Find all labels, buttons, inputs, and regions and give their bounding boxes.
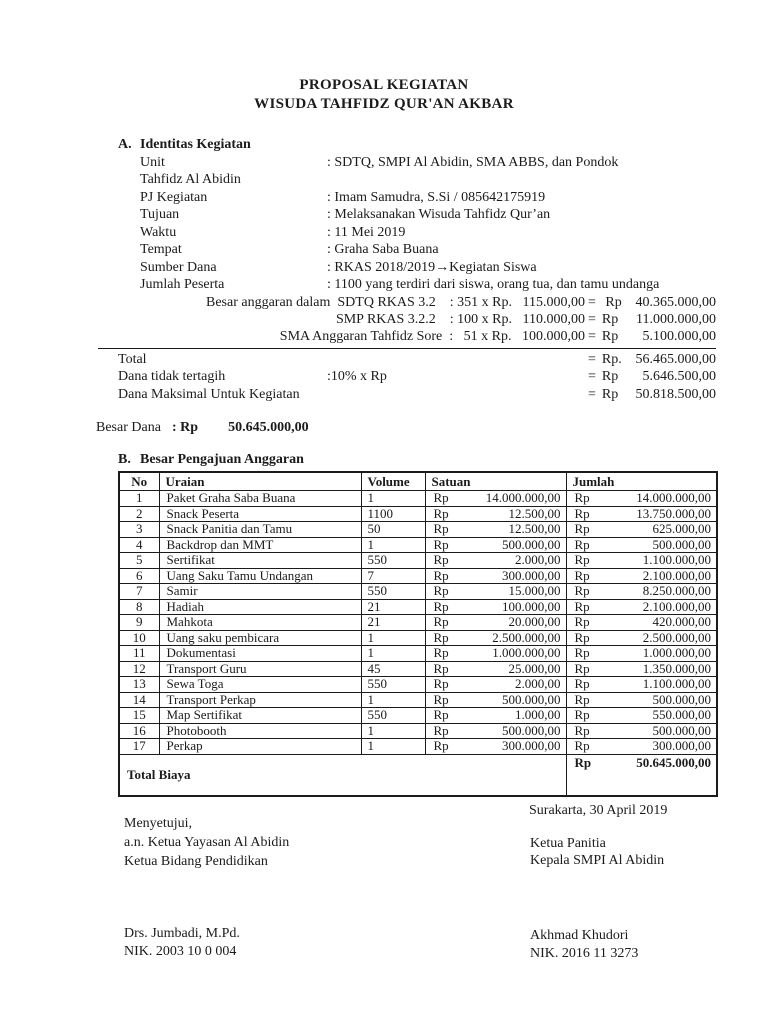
besar-dana-line: [96, 419, 716, 437]
cell-satuan: [425, 584, 566, 600]
cell-uraian: Transport Perkap: [159, 692, 361, 708]
currency-label: Rp: [601, 294, 622, 310]
satuan-amount: 300.000,00: [502, 567, 561, 583]
jumlah-amount: 500.000,00: [652, 691, 711, 707]
satuan-amount: 2.000,00: [515, 676, 561, 692]
cell-no: 16: [119, 723, 159, 739]
cell-volume: 21: [361, 599, 425, 615]
cell-no: 10: [119, 630, 159, 646]
currency-label: Rp: [601, 328, 619, 344]
currency-label: Rp: [574, 521, 590, 537]
currency-label: Rp: [601, 369, 619, 385]
budget-calculation: [118, 294, 716, 346]
currency-label: Rp: [574, 598, 590, 614]
cell-volume: 1: [361, 646, 425, 662]
field-jumlah-peserta: [140, 276, 716, 294]
jumlah-amount: 1.100.000,00: [642, 552, 711, 568]
cell-no: 13: [119, 677, 159, 693]
currency-label: Rp: [574, 754, 592, 770]
cell-uraian: Perkap: [159, 739, 361, 755]
cell-volume: 550: [361, 708, 425, 724]
cell-volume: 1: [361, 630, 425, 646]
jumlah-amount: 2.100.000,00: [642, 598, 711, 614]
equals-sign: =: [588, 369, 596, 385]
cell-uraian: Snack Peserta: [159, 506, 361, 522]
cell-volume: 7: [361, 568, 425, 584]
field-label: Sumber Dana: [140, 259, 217, 275]
field-label: Tempat: [140, 242, 182, 257]
cell-volume: 45: [361, 661, 425, 677]
besar-dana-currency: : Rp: [172, 419, 199, 435]
field-value: : SDTQ, SMPI Al Abidin, SMA ABBS, dan Pondok: [327, 154, 619, 170]
cell-satuan: [425, 491, 566, 507]
satuan-amount: 12.500,00: [508, 505, 561, 521]
field-unit: [140, 154, 716, 172]
currency-label: Rp: [433, 691, 449, 707]
header-satuan: Satuan: [425, 472, 566, 491]
cell-no: 11: [119, 646, 159, 662]
satuan-amount: 15.000,00: [508, 583, 561, 599]
budget-line-sdtq: [118, 294, 716, 311]
section-b-label: B.: [118, 451, 131, 467]
field-label: Tujuan: [140, 207, 180, 222]
document-title: [0, 0, 768, 114]
field-value: : Imam Samudra, S.Si / 085642175919: [327, 189, 546, 205]
cell-no: 5: [119, 553, 159, 569]
besar-dana-amount: 50.645.000,00: [228, 419, 309, 435]
satuan-amount: 14.000.000,00: [485, 490, 561, 506]
cell-satuan: [425, 692, 566, 708]
cell-no: 15: [119, 708, 159, 724]
cell-jumlah: [566, 630, 717, 646]
total-label: Dana Maksimal Untuk Kegiatan: [118, 386, 300, 402]
table-row: [119, 708, 717, 724]
field-value: : Melaksanakan Wisuda Tahfidz Qur’an: [327, 207, 551, 222]
satuan-amount: 100.000,00: [502, 598, 561, 614]
jumlah-amount: 550.000,00: [652, 707, 711, 723]
total-amount: 50.818.500,00: [635, 386, 716, 402]
currency-label: Rp: [574, 707, 590, 723]
currency-label: Rp: [433, 676, 449, 692]
field-value: : RKAS 2018/2019→Kegiatan Siswa: [327, 259, 537, 275]
currency-label: Rp: [574, 490, 590, 506]
signatory-name: Drs. Jumbadi, M.Pd.: [124, 926, 240, 941]
cell-no: 1: [119, 491, 159, 507]
currency-label: Rp: [601, 386, 619, 402]
table-row: [119, 522, 717, 538]
sum-divider-line: [98, 348, 716, 349]
jumlah-amount: 1.350.000,00: [642, 660, 711, 676]
currency-label: Rp: [433, 660, 449, 676]
currency-label: Rp: [574, 583, 590, 599]
currency-label: Rp: [574, 676, 590, 692]
cell-uraian: Backdrop dan MMT: [159, 537, 361, 553]
cell-uraian: Photobooth: [159, 723, 361, 739]
cell-satuan: [425, 630, 566, 646]
satuan-amount: 500.000,00: [502, 536, 561, 552]
budget-line-text: SMP RKAS 3.2.2 : 100 x Rp. 110.000,00: [335, 311, 585, 327]
satuan-amount: 1.000.000,00: [492, 645, 561, 661]
cell-jumlah: [566, 692, 717, 708]
budget-line-text: SMA Anggaran Tahfidz Sore : 51 x Rp. 100.000,00: [279, 328, 585, 344]
signature-right-role: [530, 835, 664, 869]
currency-label: Rp: [574, 645, 590, 661]
total-mid: :10% x Rp: [327, 369, 387, 385]
cell-no: 7: [119, 584, 159, 600]
currency-label: Rp: [433, 583, 449, 599]
cell-satuan: [425, 646, 566, 662]
table-row: [119, 537, 717, 553]
cell-jumlah: [566, 568, 717, 584]
cell-volume: 1: [361, 537, 425, 553]
jumlah-amount: 13.750.000,00: [636, 505, 711, 521]
total-mid: [327, 386, 585, 403]
approval-line: Kepala SMPI Al Abidin: [530, 853, 665, 868]
cell-uraian: Uang saku pembicara: [159, 630, 361, 646]
field-label: Unit: [140, 154, 165, 170]
table-row: [119, 646, 717, 662]
field-label: Jumlah Peserta: [140, 277, 225, 292]
jumlah-amount: 500.000,00: [652, 722, 711, 738]
currency-label: Rp: [574, 660, 590, 676]
approval-line: a.n. Ketua Yayasan Al Abidin: [124, 835, 290, 850]
currency-label: Rp: [574, 738, 590, 754]
satuan-amount: 2.000,00: [515, 552, 561, 568]
equals-sign: =: [588, 386, 596, 402]
cell-uraian: Sewa Toga: [159, 677, 361, 693]
currency-label: Rp: [433, 614, 449, 630]
currency-label: Rp: [433, 629, 449, 645]
total-label: Total: [118, 352, 147, 368]
satuan-amount: 25.000,00: [508, 660, 561, 676]
cell-jumlah: [566, 677, 717, 693]
signature-left-name: [124, 925, 240, 960]
place-date: Surakarta, 30 April 2019: [529, 802, 668, 818]
jumlah-amount: 625.000,00: [652, 521, 711, 537]
satuan-amount: 12.500,00: [508, 521, 561, 537]
cell-volume: 550: [361, 677, 425, 693]
field-label: Tahfidz Al Abidin: [140, 172, 241, 187]
currency-label: Rp: [433, 552, 449, 568]
table-total-row: [119, 754, 717, 796]
currency-label: Rp: [433, 645, 449, 661]
jumlah-amount: 420.000,00: [652, 614, 711, 630]
equals-sign: =: [588, 352, 596, 368]
cell-no: 9: [119, 615, 159, 631]
satuan-amount: 500.000,00: [502, 722, 561, 738]
jumlah-amount: 8.250.000,00: [642, 583, 711, 599]
cell-satuan: [425, 661, 566, 677]
currency-label: Rp: [433, 598, 449, 614]
cell-no: 6: [119, 568, 159, 584]
jumlah-amount: 2.100.000,00: [642, 567, 711, 583]
budget-amount: 40.365.000,00: [635, 294, 716, 310]
cell-jumlah: [566, 708, 717, 724]
cell-volume: 550: [361, 584, 425, 600]
cell-jumlah: [566, 522, 717, 538]
section-b-heading: [118, 451, 716, 469]
cell-jumlah: [566, 553, 717, 569]
jumlah-amount: 500.000,00: [652, 536, 711, 552]
table-row: [119, 506, 717, 522]
currency-label: Rp: [574, 691, 590, 707]
budget-table: [118, 471, 718, 797]
cell-volume: 550: [361, 553, 425, 569]
signatory-name: Akhmad Khudori: [530, 928, 629, 943]
cell-satuan: [425, 708, 566, 724]
besar-dana-label: Besar Dana: [96, 419, 161, 435]
header-jumlah: Jumlah: [566, 472, 717, 491]
total-label: Dana tidak tertagih: [118, 369, 226, 385]
satuan-amount: 20.000,00: [508, 614, 561, 630]
cell-no: 8: [119, 599, 159, 615]
currency-label: Rp: [574, 614, 590, 630]
cell-no: 3: [119, 522, 159, 538]
table-row: [119, 723, 717, 739]
title-line-2: WISUDA TAHFIDZ QUR'AN AKBAR: [254, 96, 514, 112]
cell-satuan: [425, 568, 566, 584]
dana-maksimal-row: [118, 386, 716, 403]
field-label: PJ Kegiatan: [140, 189, 208, 205]
jumlah-amount: 300.000,00: [652, 738, 711, 754]
currency-label: Rp: [433, 505, 449, 521]
cell-satuan: [425, 506, 566, 522]
section-identitas-kegiatan: [118, 136, 716, 403]
cell-uraian: Uang Saku Tamu Undangan: [159, 568, 361, 584]
cell-volume: 1: [361, 491, 425, 507]
section-a-heading: [118, 136, 716, 154]
currency-label: Rp: [433, 490, 449, 506]
currency-label: Rp: [433, 521, 449, 537]
cell-volume: 21: [361, 615, 425, 631]
cell-uraian: Dokumentasi: [159, 646, 361, 662]
budget-amount: 11.000.000,00: [636, 311, 716, 327]
cell-no: 2: [119, 506, 159, 522]
cell-no: 4: [119, 537, 159, 553]
total-amount: 56.465.000,00: [635, 352, 716, 368]
cell-satuan: [425, 522, 566, 538]
cell-satuan: [425, 739, 566, 755]
section-pengajuan-anggaran: [118, 451, 716, 797]
dana-tidak-tertagih-row: [118, 368, 716, 385]
currency-label: Rp.: [601, 352, 622, 368]
cell-uraian: Hadiah: [159, 599, 361, 615]
currency-label: Rp: [433, 707, 449, 723]
cell-volume: 1100: [361, 506, 425, 522]
table-row: [119, 491, 717, 507]
section-b-title: Besar Pengajuan Anggaran: [140, 451, 304, 467]
currency-label: Rp: [433, 722, 449, 738]
approval-line: Ketua Panitia: [530, 836, 606, 851]
table-header-row: [119, 472, 717, 491]
total-mid: [327, 351, 585, 368]
cell-jumlah: [566, 615, 717, 631]
budget-amount: 5.100.000,00: [642, 328, 716, 344]
cell-uraian: Mahkota: [159, 615, 361, 631]
cell-jumlah: [566, 723, 717, 739]
table-row: [119, 677, 717, 693]
cell-total-jumlah: [566, 754, 717, 796]
equals-sign: =: [588, 311, 596, 327]
table-row: [119, 599, 717, 615]
cell-jumlah: [566, 599, 717, 615]
satuan-amount: 1.000,00: [515, 707, 561, 723]
currency-label: Rp: [601, 311, 619, 327]
signatory-nik: NIK. 2003 10 0 004: [124, 943, 237, 959]
satuan-amount: 500.000,00: [502, 691, 561, 707]
budget-line-text: Besar anggaran dalam SDTQ RKAS 3.2 : 351 x Rp. 115.000,00: [206, 294, 585, 310]
jumlah-amount: 14.000.000,00: [636, 490, 711, 506]
cell-satuan: [425, 723, 566, 739]
cell-jumlah: [566, 646, 717, 662]
field-waktu: [140, 224, 716, 242]
header-volume: Volume: [361, 472, 425, 491]
table-row: [119, 630, 717, 646]
header-no: No: [119, 472, 159, 491]
section-a-title: Identitas Kegiatan: [140, 137, 251, 152]
table-row: [119, 661, 717, 677]
equals-sign: =: [588, 328, 596, 344]
currency-label: Rp: [433, 567, 449, 583]
table-row: [119, 739, 717, 755]
total-biaya-amount: 50.645.000,00: [636, 754, 711, 770]
satuan-amount: 300.000,00: [502, 738, 561, 754]
cell-uraian: Transport Guru: [159, 661, 361, 677]
cell-jumlah: [566, 491, 717, 507]
jumlah-amount: 1.000.000,00: [642, 645, 711, 661]
cell-satuan: [425, 553, 566, 569]
currency-label: Rp: [574, 536, 590, 552]
total-biaya-label: Total Biaya: [119, 754, 566, 796]
cell-satuan: [425, 615, 566, 631]
cell-uraian: Samir: [159, 584, 361, 600]
budget-line-smp: [118, 311, 716, 328]
budget-line-sma: [118, 328, 716, 345]
approval-line: Menyetujui,: [124, 816, 193, 831]
table-row: [119, 584, 717, 600]
total-amount: 5.646.500,00: [642, 369, 716, 385]
field-tujuan: [140, 206, 716, 224]
table-row: [119, 615, 717, 631]
cell-uraian: Map Sertifikat: [159, 708, 361, 724]
cell-volume: 50: [361, 522, 425, 538]
cell-uraian: Snack Panitia dan Tamu: [159, 522, 361, 538]
field-value: : 11 Mei 2019: [327, 224, 406, 240]
cell-jumlah: [566, 537, 717, 553]
equals-sign: =: [588, 294, 596, 310]
signatory-nik: NIK. 2016 11 3273: [530, 945, 639, 961]
cell-satuan: [425, 677, 566, 693]
total-row: [118, 351, 716, 368]
signature-right-name: [530, 927, 638, 962]
cell-jumlah: [566, 661, 717, 677]
currency-label: Rp: [433, 536, 449, 552]
field-sumber-dana: [140, 259, 716, 277]
field-pj-kegiatan: [140, 189, 716, 207]
cell-uraian: Sertifikat: [159, 553, 361, 569]
jumlah-amount: 2.500.000,00: [642, 629, 711, 645]
currency-label: Rp: [574, 505, 590, 521]
jumlah-amount: 1.100.000,00: [642, 676, 711, 692]
cell-jumlah: [566, 584, 717, 600]
currency-label: Rp: [574, 552, 590, 568]
currency-label: Rp: [574, 722, 590, 738]
table-row: [119, 568, 717, 584]
field-value: : 1100 yang terdiri dari siswa, orang tua, dan tamu undanga: [327, 277, 660, 292]
cell-volume: 1: [361, 692, 425, 708]
currency-label: Rp: [433, 738, 449, 754]
cell-no: 12: [119, 661, 159, 677]
cell-no: 17: [119, 739, 159, 755]
cell-jumlah: [566, 506, 717, 522]
table-row: [119, 553, 717, 569]
approval-line: Ketua Bidang Pendidikan: [124, 854, 268, 869]
cell-satuan: [425, 537, 566, 553]
header-uraian: Uraian: [159, 472, 361, 491]
identity-fields: [140, 154, 716, 294]
signature-left-role: [124, 814, 289, 871]
cell-uraian: Paket Graha Saba Buana: [159, 491, 361, 507]
cell-no: 14: [119, 692, 159, 708]
field-value: : Graha Saba Buana: [327, 242, 439, 257]
table-row: [119, 692, 717, 708]
currency-label: Rp: [574, 567, 590, 583]
cell-volume: 1: [361, 739, 425, 755]
satuan-amount: 2.500.000,00: [492, 629, 561, 645]
field-label: Waktu: [140, 224, 177, 240]
field-tempat: [140, 241, 716, 259]
title-line-1: PROPOSAL KEGIATAN: [299, 77, 469, 93]
currency-label: Rp: [574, 629, 590, 645]
field-unit-continuation: [140, 171, 716, 189]
cell-volume: 1: [361, 723, 425, 739]
cell-satuan: [425, 599, 566, 615]
cell-jumlah: [566, 739, 717, 755]
section-a-label: A.: [118, 137, 132, 152]
